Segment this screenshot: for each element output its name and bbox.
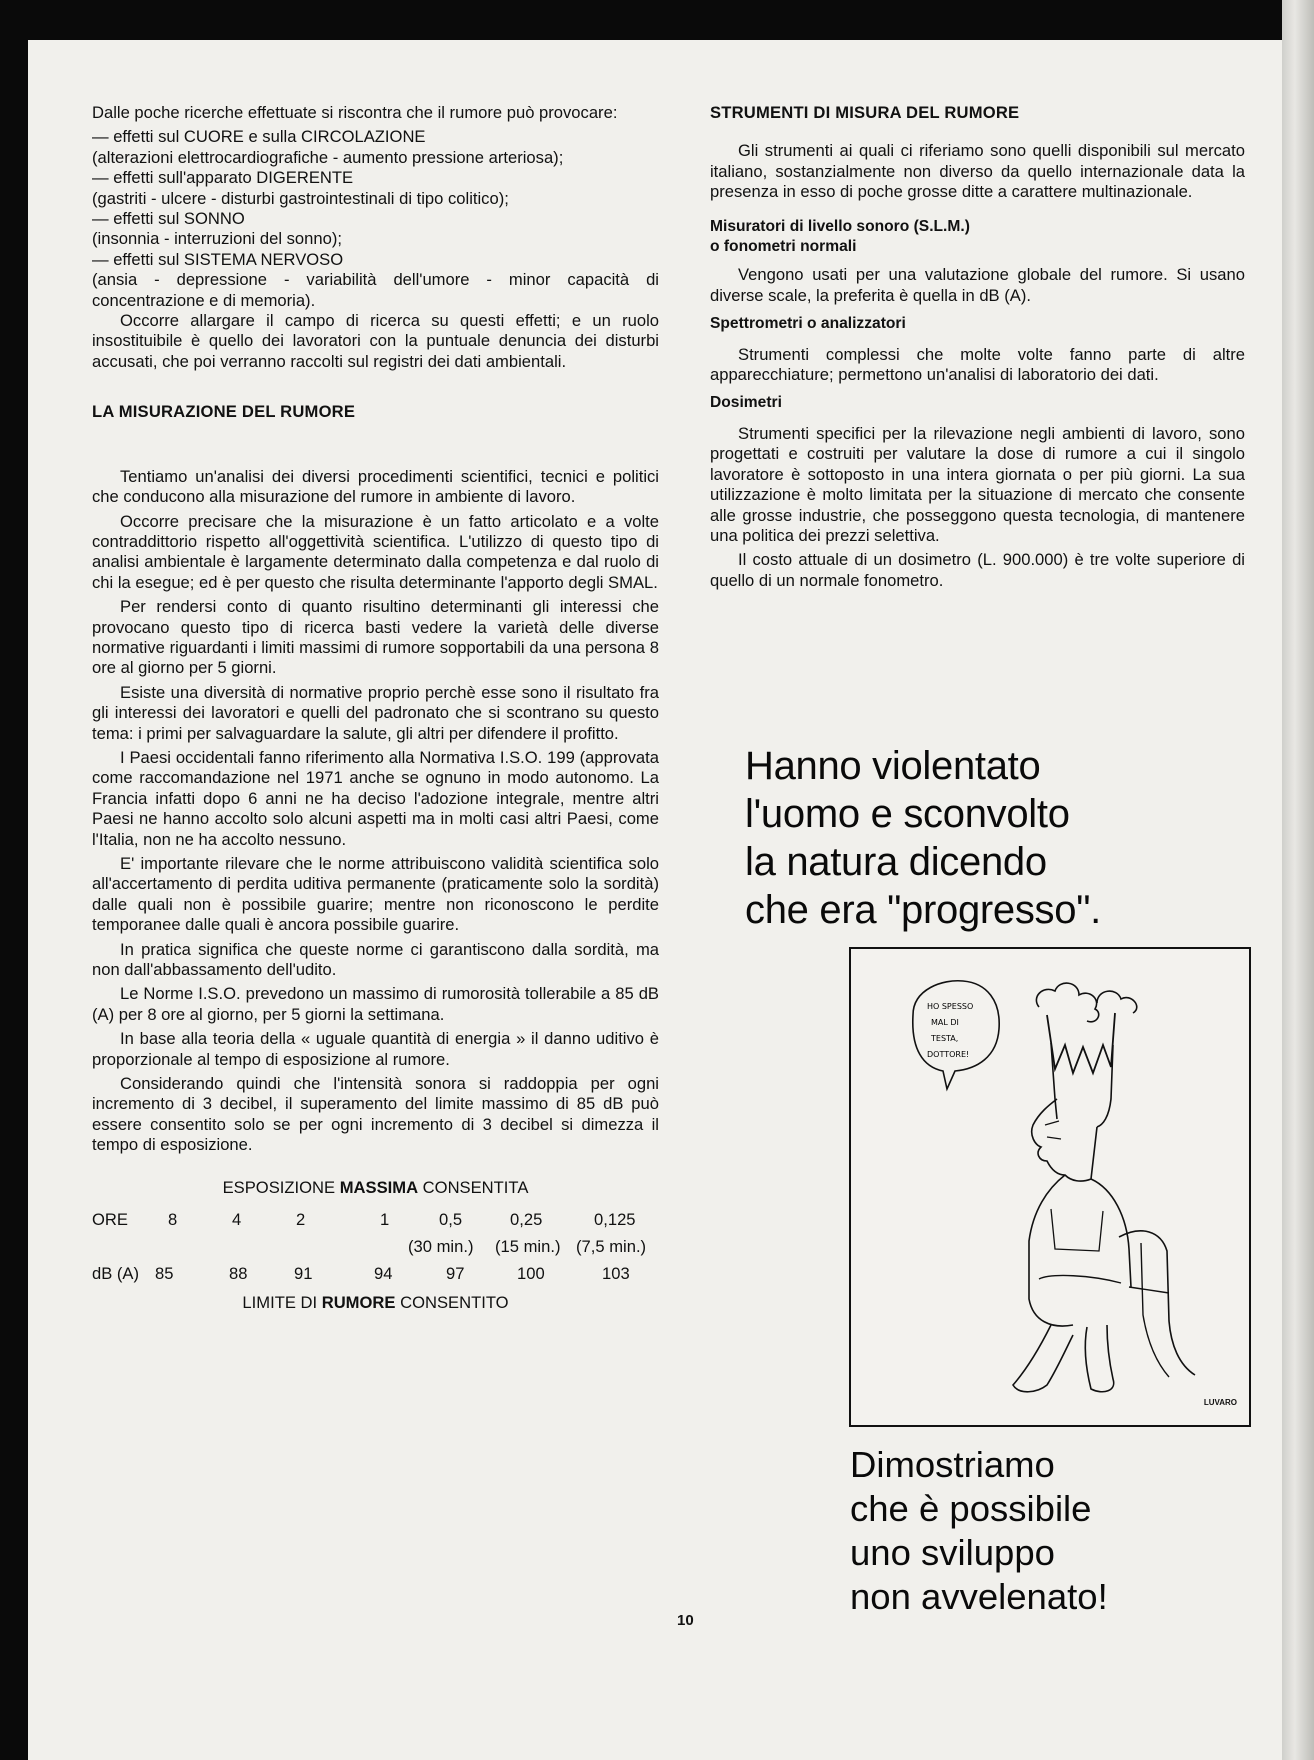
cartoon-drawing	[851, 949, 1249, 1425]
bubble-text: MAL DI	[931, 1018, 959, 1027]
table-cell: 88	[229, 1264, 248, 1284]
subsection-title: o fonometri normali	[710, 238, 857, 256]
row-label: dB (A)	[92, 1264, 140, 1284]
body-paragraph: Strumenti specifici per la rilevazione negli ambienti di lavoro, sono progettati e costruiti per valutare la dose di rumore a cui il singolo lavoratore è sottoposto in una intera giornata o per più giorni. La sua utilizzazione è molto limitata per la situazione di mercato che consente alle grosse industrie, che posseggono questa tecnologia, di mantenere una politica dei prezzi selettiva.	[710, 423, 1245, 545]
section-heading: LA MISURAZIONE DEL RUMORE	[92, 402, 356, 422]
headline-line: l'uomo e sconvolto	[745, 792, 1070, 836]
body-paragraph: In pratica significa che queste norme ci garantiscono dalla sordità, ma non dall'abbassamento dell'udito.	[92, 939, 659, 980]
effect-label: — effetti sul CUORE e sulla CIRCOLAZIONE	[92, 127, 426, 147]
table-cell: 100	[517, 1264, 545, 1284]
table-cell: 2	[296, 1210, 306, 1230]
section-heading: STRUMENTI DI MISURA DEL RUMORE	[710, 103, 1020, 122]
table-cell: (7,5 min.)	[576, 1237, 647, 1257]
table-row-hours	[92, 1210, 659, 1237]
body-paragraph: E' importante rilevare che le norme attribuiscono validità scientifica solo all'accertamento di perdita uditiva permanente (praticamente solo la sordità) dalle quali non è possibile guarire; mentre non riconoscono le perdite temporanee dalle quali è ancora possibile guarire.	[92, 854, 659, 935]
page-number: 10	[677, 1612, 694, 1629]
table-footer: LIMITE DI RUMORE CONSENTITO	[242, 1293, 509, 1313]
effects-list	[92, 127, 659, 311]
left-column	[92, 103, 659, 1314]
bubble-text: HO SPESSO	[927, 1002, 974, 1011]
slogan-line: che è possibile	[850, 1488, 1092, 1529]
subsection-title: Misuratori di livello sonoro (S.L.M.)	[710, 217, 970, 235]
body-paragraph: Occorre precisare che la misurazione è un fatto articolato e a volte contraddittorio rispetto all'oggettività scientifica. L'utilizzo di questo tipo di analisi ambientale è largamente determinato dalla competenza e dal ruolo di chi la esegue; ed è per questo che risulta determinante l'apporto degli SMAL.	[92, 511, 659, 592]
effect-label: — effetti sul SISTEMA NERVOSO	[92, 249, 344, 269]
slogan-line: Dimostriamo	[850, 1444, 1055, 1485]
bubble-text: TESTA,	[931, 1034, 959, 1043]
headline-line: Hanno violentato	[745, 744, 1041, 788]
table-cell: (15 min.)	[495, 1237, 561, 1257]
body-paragraph: In base alla teoria della « uguale quantità di energia » il danno uditivo è proporzionale al tempo di esposizione al rumore.	[92, 1029, 659, 1069]
effect-detail: (ansia - depressione - variabilità dell'umore - minor capacità di concentrazione e di memoria).	[92, 270, 659, 310]
table-cell: (30 min.)	[408, 1237, 474, 1257]
headline-line: che era "progresso".	[745, 888, 1101, 932]
body-paragraph: Tentiamo un'analisi dei diversi procedimenti scientifici, tecnici e politici che conducono alla misurazione del rumore in ambiente di lavoro.	[92, 466, 659, 507]
effect-label: — effetti sull'apparato DIGERENTE	[92, 168, 354, 188]
slogan-line: uno sviluppo	[850, 1532, 1055, 1573]
body-paragraph: Le Norme I.S.O. prevedono un massimo di rumorosità tollerabile a 85 dB (A) per 8 ore al giorno, per 5 giorni la settimana.	[92, 984, 659, 1024]
subsection-title: Dosimetri	[710, 394, 782, 412]
table-cell: 85	[155, 1264, 174, 1284]
table-cell: 94	[374, 1264, 393, 1284]
table-row-db	[92, 1264, 659, 1291]
exposure-table	[92, 1178, 659, 1314]
body-paragraph: I Paesi occidentali fanno riferimento alla Normativa I.S.O. 199 (approvata come raccomandazione nel 1971 anche se ognuno in modo autonomo. La Francia infatti dopo 6 anni ne ha deciso l'adozione integrale, mentre altri Paesi ne hanno accolto solo alcuni aspetti ma in molti casi altri Paesi, come l'Italia, non ne ha accolto nessuno.	[92, 747, 659, 849]
table-cell: 0,5	[439, 1210, 463, 1230]
table-cell: 0,125	[594, 1210, 636, 1230]
slogan-line: non avvelenato!	[850, 1576, 1108, 1617]
row-label: ORE	[92, 1210, 128, 1230]
headline-line: la natura dicendo	[745, 840, 1047, 884]
table-cell: 4	[232, 1210, 242, 1230]
effect-detail: (insonnia - interruzioni del sonno);	[92, 229, 342, 249]
table-row-minutes	[92, 1237, 659, 1264]
table-cell: 0,25	[510, 1210, 543, 1230]
intro-paragraph: Dalle poche ricerche effettuate si riscontra che il rumore può provocare:	[92, 103, 618, 122]
table-cell: 91	[294, 1264, 313, 1284]
body-paragraph: Il costo attuale di un dosimetro (L. 900.000) è tre volte superiore di quello di un normale fonometro.	[710, 550, 1245, 590]
table-cell: 103	[602, 1264, 630, 1284]
right-column	[710, 103, 1245, 595]
body-paragraph: Esiste una diversità di normative proprio perchè esse sono il risultato fra gli interessi dei lavoratori e quelli del padronato che si scontrano su questo tema: i primi per salvaguardare la salute, gli altri per difendere il profitto.	[92, 682, 659, 743]
body-paragraph: Vengono usati per una valutazione globale del rumore. Si usano diverse scale, la preferita è quella in dB (A).	[710, 265, 1245, 305]
subsection-title: Spettrometri o analizzatori	[710, 315, 906, 333]
next-page-edge	[1282, 0, 1314, 1760]
cartoon-signature: LUVARO	[1203, 1398, 1237, 1407]
poster-headline	[745, 742, 1285, 934]
body-paragraph: Considerando quindi che l'intensità sonora si raddoppia per ogni incremento di 3 decibel, il superamento del limite massimo di 85 dB può essere consentito solo se per ogni incremento di 3 decibel si dimezza il tempo di esposizione.	[92, 1074, 659, 1155]
closing-slogan	[850, 1443, 1270, 1619]
effect-label: — effetti sul SONNO	[92, 209, 245, 229]
table-cell: 97	[446, 1264, 465, 1284]
body-paragraph: Occorre allargare il campo di ricerca su questi effetti; e un ruolo insostituibile è quello dei lavoratori con la puntuale denuncia dei disturbi accusati, che poi verranno raccolti sul registri dei dati ambientali.	[92, 311, 659, 371]
effect-detail: (alterazioni elettrocardiografiche - aumento pressione arteriosa);	[92, 147, 564, 167]
effect-detail: (gastriti - ulcere - disturbi gastrointestinali di tipo colitico);	[92, 188, 509, 208]
body-paragraph: Strumenti complessi che molte volte fanno parte di altre apparecchiature; permettono un'analisi di laboratorio dei dati.	[710, 344, 1245, 385]
bubble-text: DOTTORE!	[927, 1050, 970, 1059]
body-paragraph: Gli strumenti ai quali ci riferiamo sono quelli disponibili sul mercato italiano, sostanzialmente non diverso da quello internazionale data la presenza in esso di poche grosse ditte a carattere multinazionale.	[710, 141, 1245, 202]
cartoon-illustration	[849, 947, 1251, 1427]
table-cell: 8	[168, 1210, 178, 1230]
table-title: ESPOSIZIONE MASSIMA CONSENTITA	[222, 1177, 529, 1197]
body-paragraph: Per rendersi conto di quanto risultino determinanti gli interessi che provocano questo tipo di ricerca basti vedere la varietà delle diverse normative riguardanti i limiti massimi di rumore sopportabili da una persona 8 ore al giorno per 5 giorni.	[92, 597, 659, 678]
table-cell: 1	[380, 1210, 390, 1230]
